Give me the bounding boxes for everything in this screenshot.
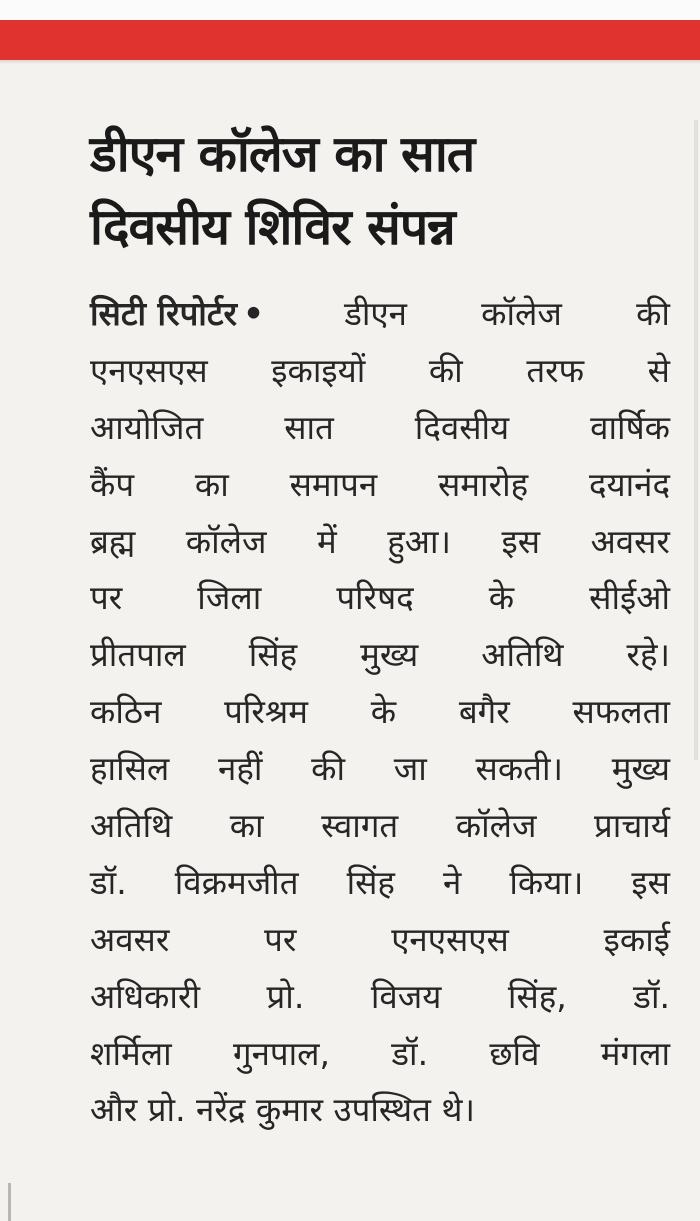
body-word: इकाइयों <box>271 350 366 390</box>
body-word: तरफ <box>526 350 585 390</box>
body-word: जा <box>393 749 427 789</box>
body-word: कॉलेज <box>185 521 267 561</box>
body-word: छवि <box>489 1033 540 1073</box>
body-word: आयोजित <box>90 407 204 447</box>
body-word: कॉलेज <box>455 806 537 846</box>
body-word: के <box>370 692 397 732</box>
body-line-text: और प्रो. नरेंद्र कुमार उपस्थित थे। <box>90 1090 476 1130</box>
body-word: सिंह <box>248 635 298 675</box>
body-word: सिंह <box>346 862 395 902</box>
body-word: समापन <box>289 464 378 504</box>
body-word: ब्रह्म <box>90 521 136 561</box>
body-line <box>90 855 670 912</box>
body-word: दिवसीय <box>414 407 510 447</box>
body-word: अतिथि <box>481 635 564 675</box>
body-word: किया। <box>509 862 584 902</box>
body-word: सफलता <box>572 692 670 732</box>
body-line <box>90 798 670 855</box>
body-word: प्राचार्य <box>594 806 670 846</box>
body-word: कैंप <box>90 464 135 504</box>
byline <box>90 286 270 343</box>
body-word: नहीं <box>218 749 263 789</box>
body-word: मुख्य <box>611 749 670 789</box>
body-word: प्रीतपाल <box>90 635 186 675</box>
body-word: की <box>428 350 463 390</box>
body-word: डीएन <box>344 294 408 333</box>
body-word: कठिन <box>90 692 162 732</box>
body-word: इस <box>631 862 670 902</box>
body-word: सिंह, <box>507 976 567 1016</box>
body-word: विक्रमजीत <box>174 862 299 902</box>
body-line <box>90 514 670 571</box>
header-banner-bar <box>0 20 700 60</box>
body-line <box>90 343 670 400</box>
body-word: अधिकारी <box>90 976 200 1016</box>
body-word: समारोह <box>438 464 529 504</box>
body-word: विजय <box>370 976 442 1016</box>
body-word: सीईओ <box>589 578 670 618</box>
body-word: ने <box>442 862 462 902</box>
page-top-margin <box>0 0 700 20</box>
body-word: मुख्य <box>360 635 419 675</box>
banner-shadow <box>0 60 700 64</box>
body-line <box>90 570 670 627</box>
byline-bullet: • <box>243 294 265 333</box>
body-word: स्वागत <box>321 806 399 846</box>
body-line <box>90 741 670 798</box>
body-line <box>90 684 670 741</box>
body-word: शर्मिला <box>90 1033 172 1073</box>
body-word: अवसर <box>90 919 170 959</box>
body-word: रहे। <box>626 635 670 675</box>
body-word: बगैर <box>458 692 510 732</box>
headline-line-2: दिवसीय शिविर संपन्न <box>90 198 455 256</box>
byline-text: सिटी रिपोर्टर <box>90 294 237 333</box>
body-word: कॉलेज <box>481 294 562 333</box>
body-word: मंगला <box>600 1033 670 1073</box>
body-word: जिला <box>197 578 262 618</box>
body-word: परिश्रम <box>224 692 309 732</box>
body-word: में <box>317 521 337 561</box>
body-word: एनएसएस <box>391 919 509 959</box>
body-word: हासिल <box>90 749 170 789</box>
body-line <box>90 969 670 1026</box>
body-word: प्रो. <box>266 976 305 1016</box>
body-line-last <box>90 1082 670 1139</box>
page-edge-shade <box>694 120 698 760</box>
body-word: इस <box>501 521 541 561</box>
body-word: पर <box>264 919 297 959</box>
article-headline <box>90 118 680 264</box>
body-word: से <box>647 350 670 390</box>
body-word: वार्षिक <box>590 407 670 447</box>
body-word: इकाई <box>603 919 670 959</box>
body-word: सकती। <box>475 749 564 789</box>
body-word: का <box>229 806 264 846</box>
body-line <box>90 286 670 343</box>
body-word: अवसर <box>590 521 670 561</box>
body-line <box>90 912 670 969</box>
body-word: की <box>636 294 670 333</box>
headline-line-1: डीएन कॉलेज का सात <box>90 125 475 183</box>
body-word: डॉ. <box>90 862 127 902</box>
article-body <box>90 286 670 1139</box>
body-word: डॉ. <box>391 1033 429 1073</box>
page-edge-mark <box>8 1183 11 1221</box>
body-word: पर <box>90 578 123 618</box>
body-line <box>90 457 670 514</box>
body-line <box>90 627 670 684</box>
body-word: सात <box>284 407 334 447</box>
body-word: दयानंद <box>588 464 670 504</box>
body-word: एनएसएस <box>90 350 208 390</box>
body-word: परिषद <box>336 578 414 618</box>
body-line <box>90 400 670 457</box>
body-word: हुआ। <box>387 521 452 561</box>
body-word: डॉ. <box>633 976 670 1016</box>
body-word: अतिथि <box>90 806 173 846</box>
body-line <box>90 1026 670 1083</box>
body-word: गुनपाल, <box>232 1033 331 1073</box>
body-word: की <box>311 749 346 789</box>
body-word: का <box>194 464 229 504</box>
body-word: के <box>488 578 515 618</box>
